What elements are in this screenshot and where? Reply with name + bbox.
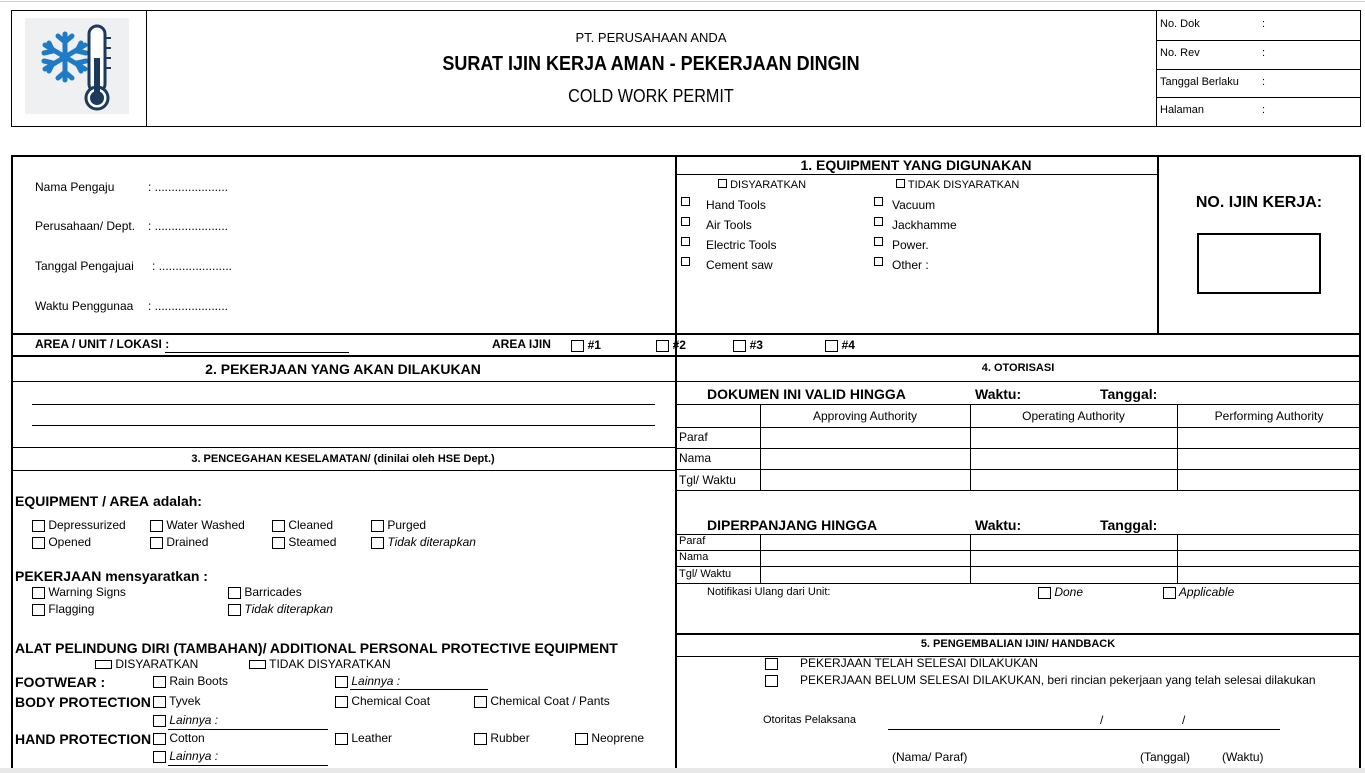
equip-item-cement-saw[interactable]: [681, 257, 773, 272]
row-nama: Nama: [679, 451, 712, 465]
checkbox[interactable]: [153, 676, 166, 688]
valid-time-label: Waktu:: [975, 386, 1022, 402]
authority-signature-line[interactable]: [888, 729, 1280, 730]
authority-slash: /: [1100, 713, 1104, 727]
option-label: Cleaned: [288, 518, 334, 532]
extend-col-line: [970, 534, 971, 583]
ppe-title: ALAT PELINDUNG DIRI (TAMBAHAN)/ ADDITIONAL PERSONAL PROTECTIVE EQUIPMENT: [15, 640, 618, 656]
form-center-divider: [675, 155, 677, 773]
area-option-label: #1: [587, 338, 601, 352]
col-performing-authority: Performing Authority: [1214, 409, 1324, 423]
area-option-1[interactable]: [571, 337, 601, 352]
area-input-line[interactable]: [165, 352, 349, 353]
checkbox[interactable]: [1038, 587, 1051, 599]
checkbox[interactable]: [681, 257, 690, 266]
checkbox[interactable]: [272, 537, 285, 549]
equipment-required-label: DISYARATKAN: [730, 179, 807, 191]
equip-item-jackhammer[interactable]: [874, 217, 957, 232]
area-option-2[interactable]: [656, 337, 686, 352]
hand-cotton[interactable]: [153, 731, 205, 745]
checkbox[interactable]: [153, 715, 166, 727]
option-label: Tidak diterapkan: [387, 535, 476, 549]
logo: [25, 18, 129, 114]
equip-label: Power.: [892, 238, 929, 252]
ppe-required-option[interactable]: [95, 657, 198, 671]
valid-until-label: DOKUMEN INI VALID HINGGA: [707, 386, 906, 402]
authority-label: Otoritas Pelaksana: [763, 714, 856, 726]
row-line-area-bottom: [11, 355, 1361, 357]
checkbox[interactable]: [874, 257, 883, 266]
extend-col-line: [1177, 534, 1178, 583]
work-title: 2. PEKERJAAN YANG AKAN DILAKUKAN: [205, 361, 481, 377]
top-rule: [0, 1, 1365, 2]
hand-neoprene[interactable]: [575, 731, 644, 745]
checkbox[interactable]: [874, 197, 883, 206]
ppe-not-required-option[interactable]: [249, 657, 391, 671]
option-label: Lainnya :: [351, 674, 401, 688]
doc-page-label: Halaman: [1160, 104, 1205, 116]
option-label: PEKERJAAN TELAH SELESAI DILAKUKAN: [800, 656, 1038, 670]
auth-header-top: [675, 404, 1361, 405]
safety-option-water-washed[interactable]: [150, 518, 245, 532]
safety-option-cleaned[interactable]: [272, 518, 333, 532]
checkbox[interactable]: [371, 520, 384, 532]
equip-label: Air Tools: [706, 218, 752, 232]
area-label-text: AREA / UNIT / LOKASI: [35, 337, 162, 351]
safety-option-opened[interactable]: [32, 535, 91, 549]
row-line-area-top: [11, 333, 1361, 335]
extend-row-paraf: Paraf: [679, 535, 706, 547]
applicant-name-label: Nama Pengaju: [35, 180, 115, 194]
name-sign-caption: (Nama/ Paraf): [892, 750, 968, 764]
otorisasi-title: 4. OTORISASI: [981, 362, 1055, 374]
option-label: Chemical Coat: [351, 694, 431, 708]
checkbox[interactable]: [718, 179, 727, 188]
safety-option-not-applied[interactable]: [371, 535, 476, 549]
equipment-area-rest: adalah:: [152, 493, 202, 509]
extend-until-label: DIPERPANJANG HINGGA: [707, 517, 878, 533]
option-label: Applicable: [1178, 585, 1235, 599]
option-label: Cotton: [169, 731, 205, 745]
applicant-company-label: Perusahaan/ Dept.: [35, 219, 136, 233]
checkbox[interactable]: [32, 520, 45, 532]
applicant-date-field[interactable]: : ......................: [152, 259, 233, 273]
applicant-time-label: Waktu Penggunaa: [35, 299, 134, 313]
applicant-date-label: Tanggal Pengajuai: [35, 259, 134, 273]
option-label: Lainnya :: [169, 749, 219, 763]
date-caption: (Tanggal): [1140, 750, 1191, 764]
footwear-other-line[interactable]: [350, 689, 488, 690]
checkbox[interactable]: [765, 658, 778, 670]
extend-row-line: [675, 583, 1361, 584]
time-caption: (Waktu): [1222, 750, 1264, 764]
safety-option-depressurized[interactable]: [32, 518, 126, 532]
applicant-company-field[interactable]: : ......................: [148, 219, 229, 233]
checkbox[interactable]: [874, 237, 883, 246]
work-requirements-heading: [15, 568, 208, 584]
auth-row-line: [675, 448, 1361, 449]
checkbox[interactable]: [153, 751, 166, 763]
hand-rubber[interactable]: [474, 731, 530, 745]
work-option-barricades[interactable]: [228, 585, 302, 599]
authority-slash: /: [1182, 713, 1186, 727]
handback-title: 5. PENGEMBALIAN IJIN/ HANDBACK: [920, 638, 1116, 650]
equipment-not-required-label: TIDAK DISYARATKAN: [907, 179, 1020, 191]
extend-table-top: [675, 534, 1361, 535]
checkbox[interactable]: [95, 660, 112, 669]
checkbox[interactable]: [335, 733, 348, 745]
option-label: TIDAK DISYARATKAN: [269, 657, 391, 671]
doc-row-line: [1156, 40, 1361, 41]
option-label: Tidak diterapkan: [244, 602, 333, 616]
col-operating-authority: Operating Authority: [1022, 409, 1125, 423]
permit-no-divider: [1157, 155, 1159, 333]
checkbox[interactable]: [575, 733, 588, 745]
work-option-warning-signs[interactable]: [32, 585, 126, 599]
checkbox[interactable]: [733, 340, 746, 352]
checkbox[interactable]: [1163, 587, 1176, 599]
work-req-rest: mensyaratkan :: [105, 568, 208, 584]
checkbox[interactable]: [153, 733, 166, 745]
notification-done-option[interactable]: [1038, 585, 1083, 599]
checkbox[interactable]: [656, 340, 669, 352]
body-protection-label: BODY PROTECTION: [15, 694, 151, 710]
extend-time-label: Waktu:: [975, 517, 1022, 533]
checkbox[interactable]: [153, 696, 166, 708]
extend-col-line: [760, 534, 761, 583]
option-label: Leather: [351, 731, 393, 745]
work-input-line[interactable]: [32, 404, 655, 405]
auth-row-line: [675, 427, 1361, 428]
bottom-edge: [0, 768, 1365, 773]
option-label: Warning Signs: [48, 585, 126, 599]
checkbox[interactable]: [765, 675, 778, 687]
equipment-area-heading: [15, 493, 202, 509]
equipment-title: 1. EQUIPMENT YANG DIGUNAKAN: [800, 157, 1032, 173]
option-label: Water Washed: [166, 518, 245, 532]
work-title-line: [11, 381, 675, 382]
option-label: Rubber: [490, 731, 530, 745]
equip-item-vacuum[interactable]: [874, 197, 935, 212]
notification-label: Notifikasi Ulang dari Unit:: [707, 586, 831, 598]
checkbox[interactable]: [335, 696, 348, 708]
option-label: Flagging: [48, 602, 95, 616]
applicant-name-field[interactable]: : ......................: [148, 180, 229, 194]
handback-top-line: [675, 633, 1361, 635]
footwear-other[interactable]: [335, 674, 400, 688]
checkbox[interactable]: [272, 520, 285, 532]
checkbox[interactable]: [32, 587, 45, 599]
hand-protection-label: HAND PROTECTION: [15, 731, 152, 747]
area-label: [35, 337, 169, 351]
valid-date-label: Tanggal:: [1100, 386, 1158, 402]
equip-label: Electric Tools: [706, 238, 777, 252]
area-option-3[interactable]: [733, 337, 763, 352]
checkbox[interactable]: [228, 604, 241, 616]
permit-no-field[interactable]: [1197, 233, 1321, 294]
equipment-required-option[interactable]: [718, 179, 806, 191]
area-option-label: #3: [749, 338, 763, 352]
safety-option-purged[interactable]: [371, 518, 426, 532]
checkbox[interactable]: [681, 197, 690, 206]
equipment-title-line: [675, 174, 1157, 175]
equip-label: Cement saw: [706, 258, 773, 272]
doc-rev-sep: :: [1262, 47, 1266, 59]
body-tyvek[interactable]: [153, 694, 200, 708]
checkbox[interactable]: [571, 340, 584, 352]
equipment-area-bold: EQUIPMENT / AREA: [15, 493, 150, 509]
checkbox[interactable]: [896, 179, 905, 188]
doc-date-sep: :: [1262, 76, 1266, 88]
option-label: Barricades: [244, 585, 302, 599]
checkbox[interactable]: [150, 520, 163, 532]
body-chemical-coat-pants[interactable]: [474, 694, 610, 708]
option-label: Done: [1054, 585, 1084, 599]
option-label: Opened: [48, 535, 92, 549]
option-label: Tyvek: [169, 694, 201, 708]
safety-title: 3. PENCEGAHAN KESELAMATAN/ (dinilai oleh HSE Dept.): [191, 453, 495, 465]
doc-no-label: No. Dok: [1160, 18, 1200, 30]
checkbox[interactable]: [371, 537, 384, 549]
doc-page-sep: :: [1262, 104, 1266, 116]
safety-title-line: [11, 470, 675, 471]
page-title: SURAT IJIN KERJA AMAN - PEKERJAAN DINGIN: [442, 53, 860, 75]
checkbox[interactable]: [249, 660, 266, 669]
equipment-not-required-option[interactable]: [896, 179, 1019, 191]
extend-row-tgl-waktu: Tgl/ Waktu: [679, 568, 732, 580]
work-bottom-line: [11, 447, 675, 448]
checkbox[interactable]: [150, 537, 163, 549]
doc-no-sep: :: [1262, 18, 1266, 30]
option-label: DISYARATKAN: [115, 657, 199, 671]
safety-option-drained[interactable]: [150, 535, 208, 549]
hand-other[interactable]: [153, 749, 218, 763]
equip-item-air-tools[interactable]: [681, 217, 752, 232]
equip-label: Other :: [892, 258, 929, 272]
checkbox[interactable]: [32, 604, 45, 616]
col-approving-authority: Approving Authority: [812, 409, 918, 423]
doc-date-label: Tanggal Berlaku: [1160, 76, 1239, 88]
handback-incomplete-option[interactable]: [765, 673, 1316, 687]
checkbox[interactable]: [335, 676, 348, 688]
area-option-4[interactable]: [825, 337, 855, 352]
footwear-label: FOOTWEAR :: [15, 674, 106, 690]
auth-row-line: [675, 490, 1361, 491]
work-option-flagging[interactable]: [32, 602, 94, 616]
area-ijin-label: AREA IJIN: [492, 337, 551, 351]
equip-item-other[interactable]: [874, 257, 929, 272]
option-label: PEKERJAAN BELUM SELESAI DILAKUKAN, beri rincian pekerjaan yang telah selesai dilakukan: [800, 673, 1316, 687]
otorisasi-title-line: [675, 381, 1361, 382]
auth-row-line: [675, 469, 1361, 470]
option-label: Chemical Coat / Pants: [490, 694, 610, 708]
doc-rev-label: No. Rev: [1160, 47, 1200, 59]
body-other-line[interactable]: [168, 729, 328, 730]
extend-row-nama: Nama: [679, 551, 709, 563]
checkbox[interactable]: [825, 340, 838, 352]
option-label: Neoprene: [591, 731, 645, 745]
equip-label: Vacuum: [892, 198, 936, 212]
extend-date-label: Tanggal:: [1100, 517, 1158, 533]
equip-item-power[interactable]: [874, 237, 929, 252]
work-input-line[interactable]: [32, 425, 655, 426]
applicant-time-field[interactable]: : ......................: [148, 299, 229, 313]
equip-item-electric-tools[interactable]: [681, 237, 776, 252]
checkbox[interactable]: [474, 733, 487, 745]
checkbox[interactable]: [474, 696, 487, 708]
permit-no-label: NO. IJIN KERJA:: [1195, 194, 1323, 211]
equip-item-hand-tools[interactable]: [681, 197, 766, 212]
body-other[interactable]: [153, 713, 218, 727]
snowflake-thermometer-icon: [25, 18, 129, 114]
option-label: Depressurized: [48, 518, 126, 532]
handback-completed-option[interactable]: [765, 656, 1038, 670]
checkbox[interactable]: [32, 537, 45, 549]
hand-other-line[interactable]: [168, 765, 328, 766]
option-label: Lainnya :: [169, 713, 219, 727]
area-label-sep: :: [165, 337, 170, 351]
extend-row-line: [675, 550, 1361, 551]
checkbox[interactable]: [874, 217, 883, 226]
checkbox[interactable]: [681, 217, 690, 226]
header-divider-left: [146, 10, 147, 127]
work-option-not-applied[interactable]: [228, 602, 333, 616]
company-name: PT. PERUSAHAAN ANDA: [575, 30, 727, 45]
area-option-label: #4: [841, 338, 855, 352]
safety-option-steamed[interactable]: [272, 535, 336, 549]
work-req-bold: PEKERJAAN: [15, 568, 102, 584]
hand-leather[interactable]: [335, 731, 392, 745]
row-tgl-waktu: Tgl/ Waktu: [679, 473, 736, 487]
doc-row-line: [1156, 97, 1361, 98]
page-subtitle: COLD WORK PERMIT: [568, 86, 734, 106]
row-paraf: Paraf: [679, 430, 708, 444]
extend-row-line: [675, 566, 1361, 567]
equip-label: Hand Tools: [706, 198, 766, 212]
doc-row-line: [1156, 69, 1361, 70]
body-chemical-coat[interactable]: [335, 694, 430, 708]
option-label: Purged: [387, 518, 427, 532]
option-label: Steamed: [288, 535, 337, 549]
checkbox[interactable]: [228, 587, 241, 599]
notification-applicable-option[interactable]: [1163, 585, 1234, 599]
area-option-label: #2: [672, 338, 686, 352]
option-label: Rain Boots: [169, 674, 229, 688]
checkbox[interactable]: [681, 237, 690, 246]
option-label: Drained: [166, 535, 209, 549]
footwear-rain-boots[interactable]: [153, 674, 228, 688]
equip-label: Jackhamme: [892, 218, 957, 232]
